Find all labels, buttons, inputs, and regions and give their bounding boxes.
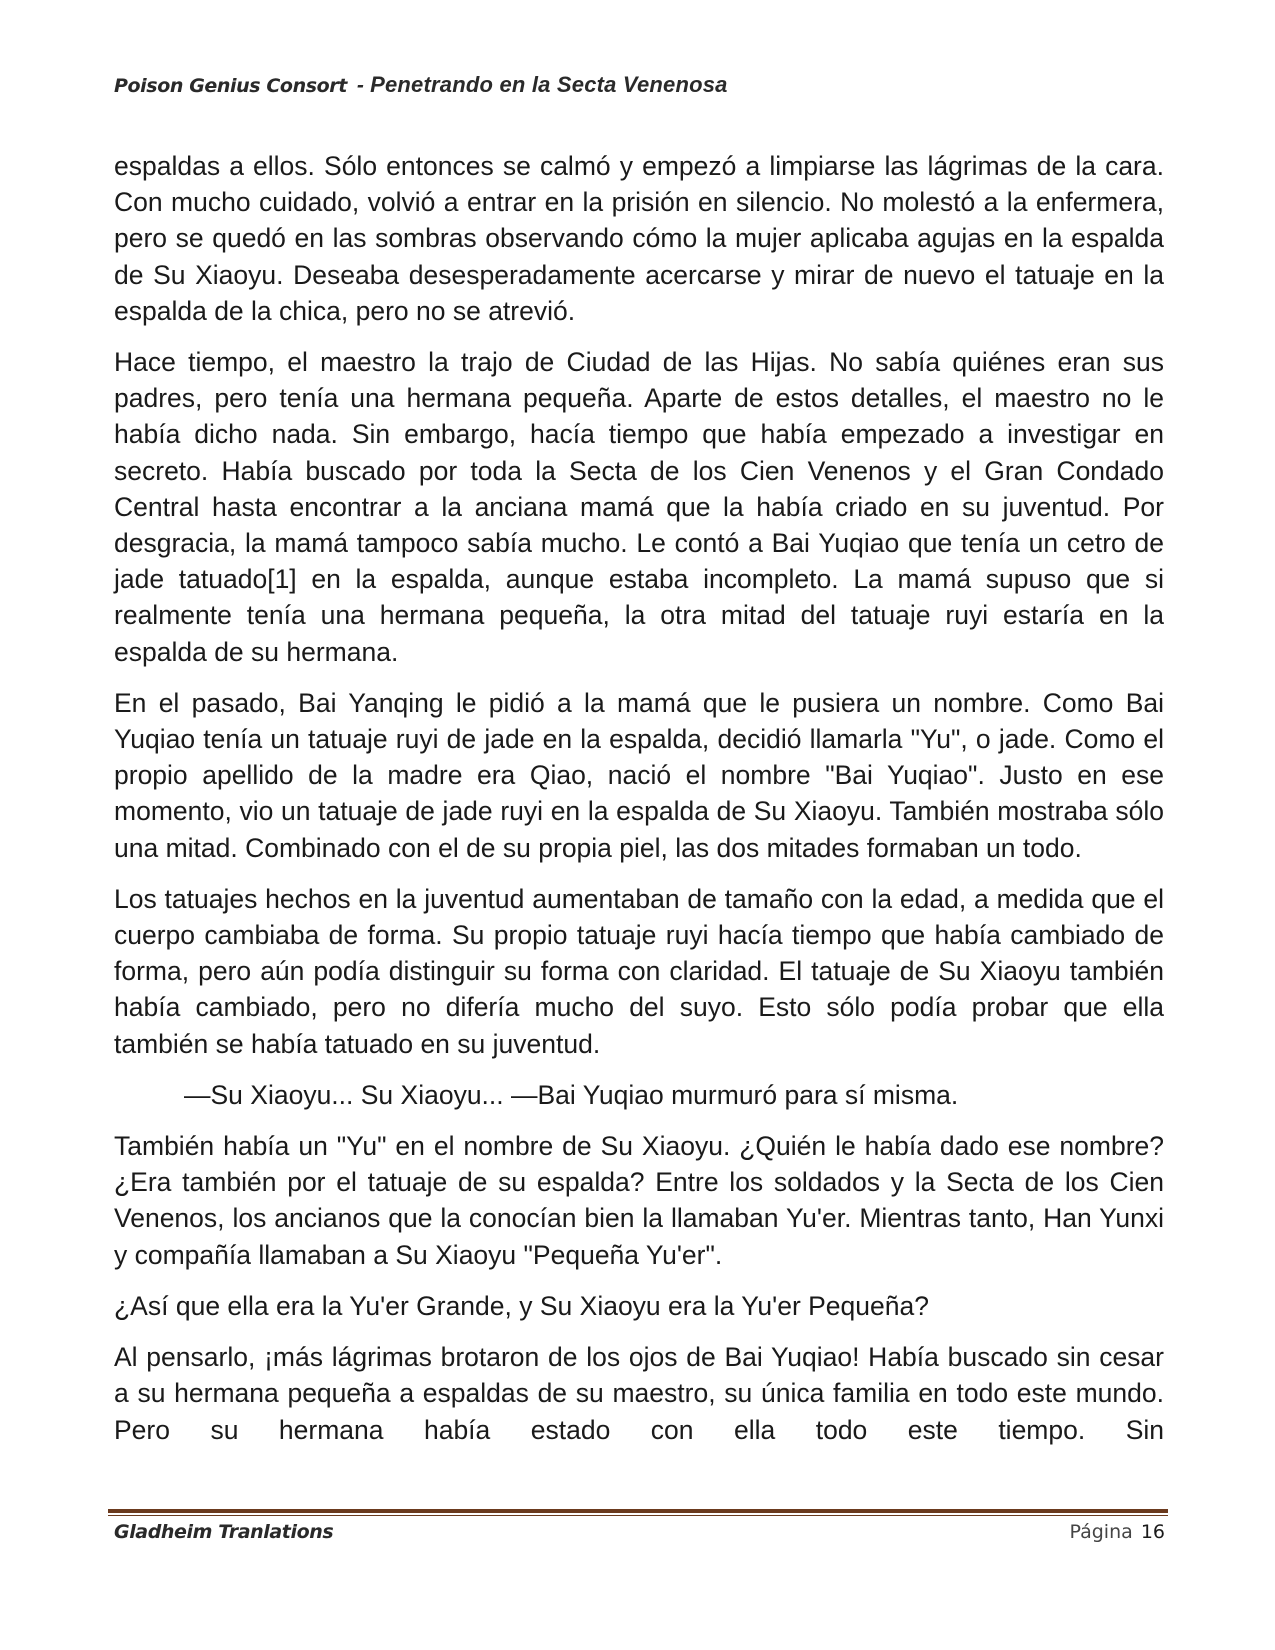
paragraph: Hace tiempo, el maestro la trajo de Ciudad de las Hijas. No sabía quiénes eran sus padres, pero tenía una hermana pequeña. Aparte de estos detalles, el maestro no le había dicho nada. Sin embargo, hacía tiempo que había empezado a investigar en secreto. Había buscado por toda la Secta de los Cien Venenos y el Gran Condado Central hasta encontrar a la anciana mamá que la había criado en su juventud. Por desgracia, la mamá tampoco sabía mucho. Le contó a Bai Yuqiao que tenía un cetro de jade tatuado[1] en la espalda, aunque estaba incompleto. La mamá supuso que si realmente tenía una hermana pequeña, la otra mitad del tatuaje ruyi estaría en la espalda de su hermana. [114, 347, 1164, 667]
footer-credit: Gladheim Tranlations [114, 1521, 334, 1543]
footer-divider [108, 1509, 1168, 1516]
dialogue-paragraph: —Su Xiaoyu... Su Xiaoyu... —Bai Yuqiao murmuró para sí misma. [184, 1079, 959, 1110]
page-header [114, 72, 1164, 98]
paragraph: espaldas a ellos. Sólo entonces se calmó y empezó a limpiarse las lágrimas de la cara. Con mucho cuidado, volvió a entrar en la prisión en silencio. No molestó a la enfermera, pero se quedó en las sombras observando cómo la mujer aplicaba agujas en la espalda de Su Xiaoyu. Deseaba desesperadamente acercarse y mirar de nuevo el tatuaje en la espalda de la chica, pero no se atrevió. [114, 151, 1164, 326]
page-number [1069, 1521, 1165, 1543]
paragraph: También había un "Yu" en el nombre de Su Xiaoyu. ¿Quién le había dado ese nombre? ¿Era también por el tatuaje de su espalda? Entre los soldados y la Secta de los Cien Venenos, los ancianos que la conocían bien la llamaban Yu'er. Mientras tanto, Han Yunxi y compañía llamaban a Su Xiaoyu "Pequeña Yu'er". [114, 1131, 1164, 1270]
paragraph: ¿Así que ella era la Yu'er Grande, y Su Xiaoyu era la Yu'er Pequeña? [114, 1290, 929, 1321]
chapter-title: Penetrando en la Secta Venenosa [370, 72, 728, 97]
paragraph: Los tatuajes hechos en la juventud aumentaban de tamaño con la edad, a medida que el cuerpo cambiaba de forma. Su propio tatuaje ruyi hacía tiempo que había cambiado de forma, pero aún podía distinguir su forma con claridad. El tatuaje de Su Xiaoyu también había cambiado, pero no difería mucho del suyo. Esto sólo podía probar que ella también se había tatuado en su juventud. [114, 883, 1164, 1059]
page-number-value: 16 [1140, 1521, 1165, 1543]
paragraph: Al pensarlo, ¡más lágrimas brotaron de los ojos de Bai Yuqiao! Había buscado sin cesar a su hermana pequeña a espaldas de su maestro, su única familia en todo este mundo. Pero su hermana había estado con ella todo este tiempo. Sin [114, 1342, 1164, 1445]
footer-divider-thin [108, 1515, 1168, 1516]
page-label: Página [1069, 1521, 1133, 1543]
paragraph: En el pasado, Bai Yanqing le pidió a la mamá que le pusiera un nombre. Como Bai Yuqiao tenía un tatuaje ruyi de jade en la espalda, decidió llamarla "Yu", o jade. Como el propio apellido de la madre era Qiao, nació el nombre "Bai Yuqiao". Justo en ese momento, vio un tatuaje de jade ruyi en la espalda de Su Xiaoyu. También mostraba sólo una mitad. Combinado con el de su propia piel, las dos mitades formaban un todo. [114, 687, 1164, 863]
series-title: Poison Genius Consort [114, 75, 347, 97]
body-text [114, 148, 1164, 1463]
header-separator: - [356, 74, 365, 97]
footer-divider-thick [108, 1509, 1168, 1513]
